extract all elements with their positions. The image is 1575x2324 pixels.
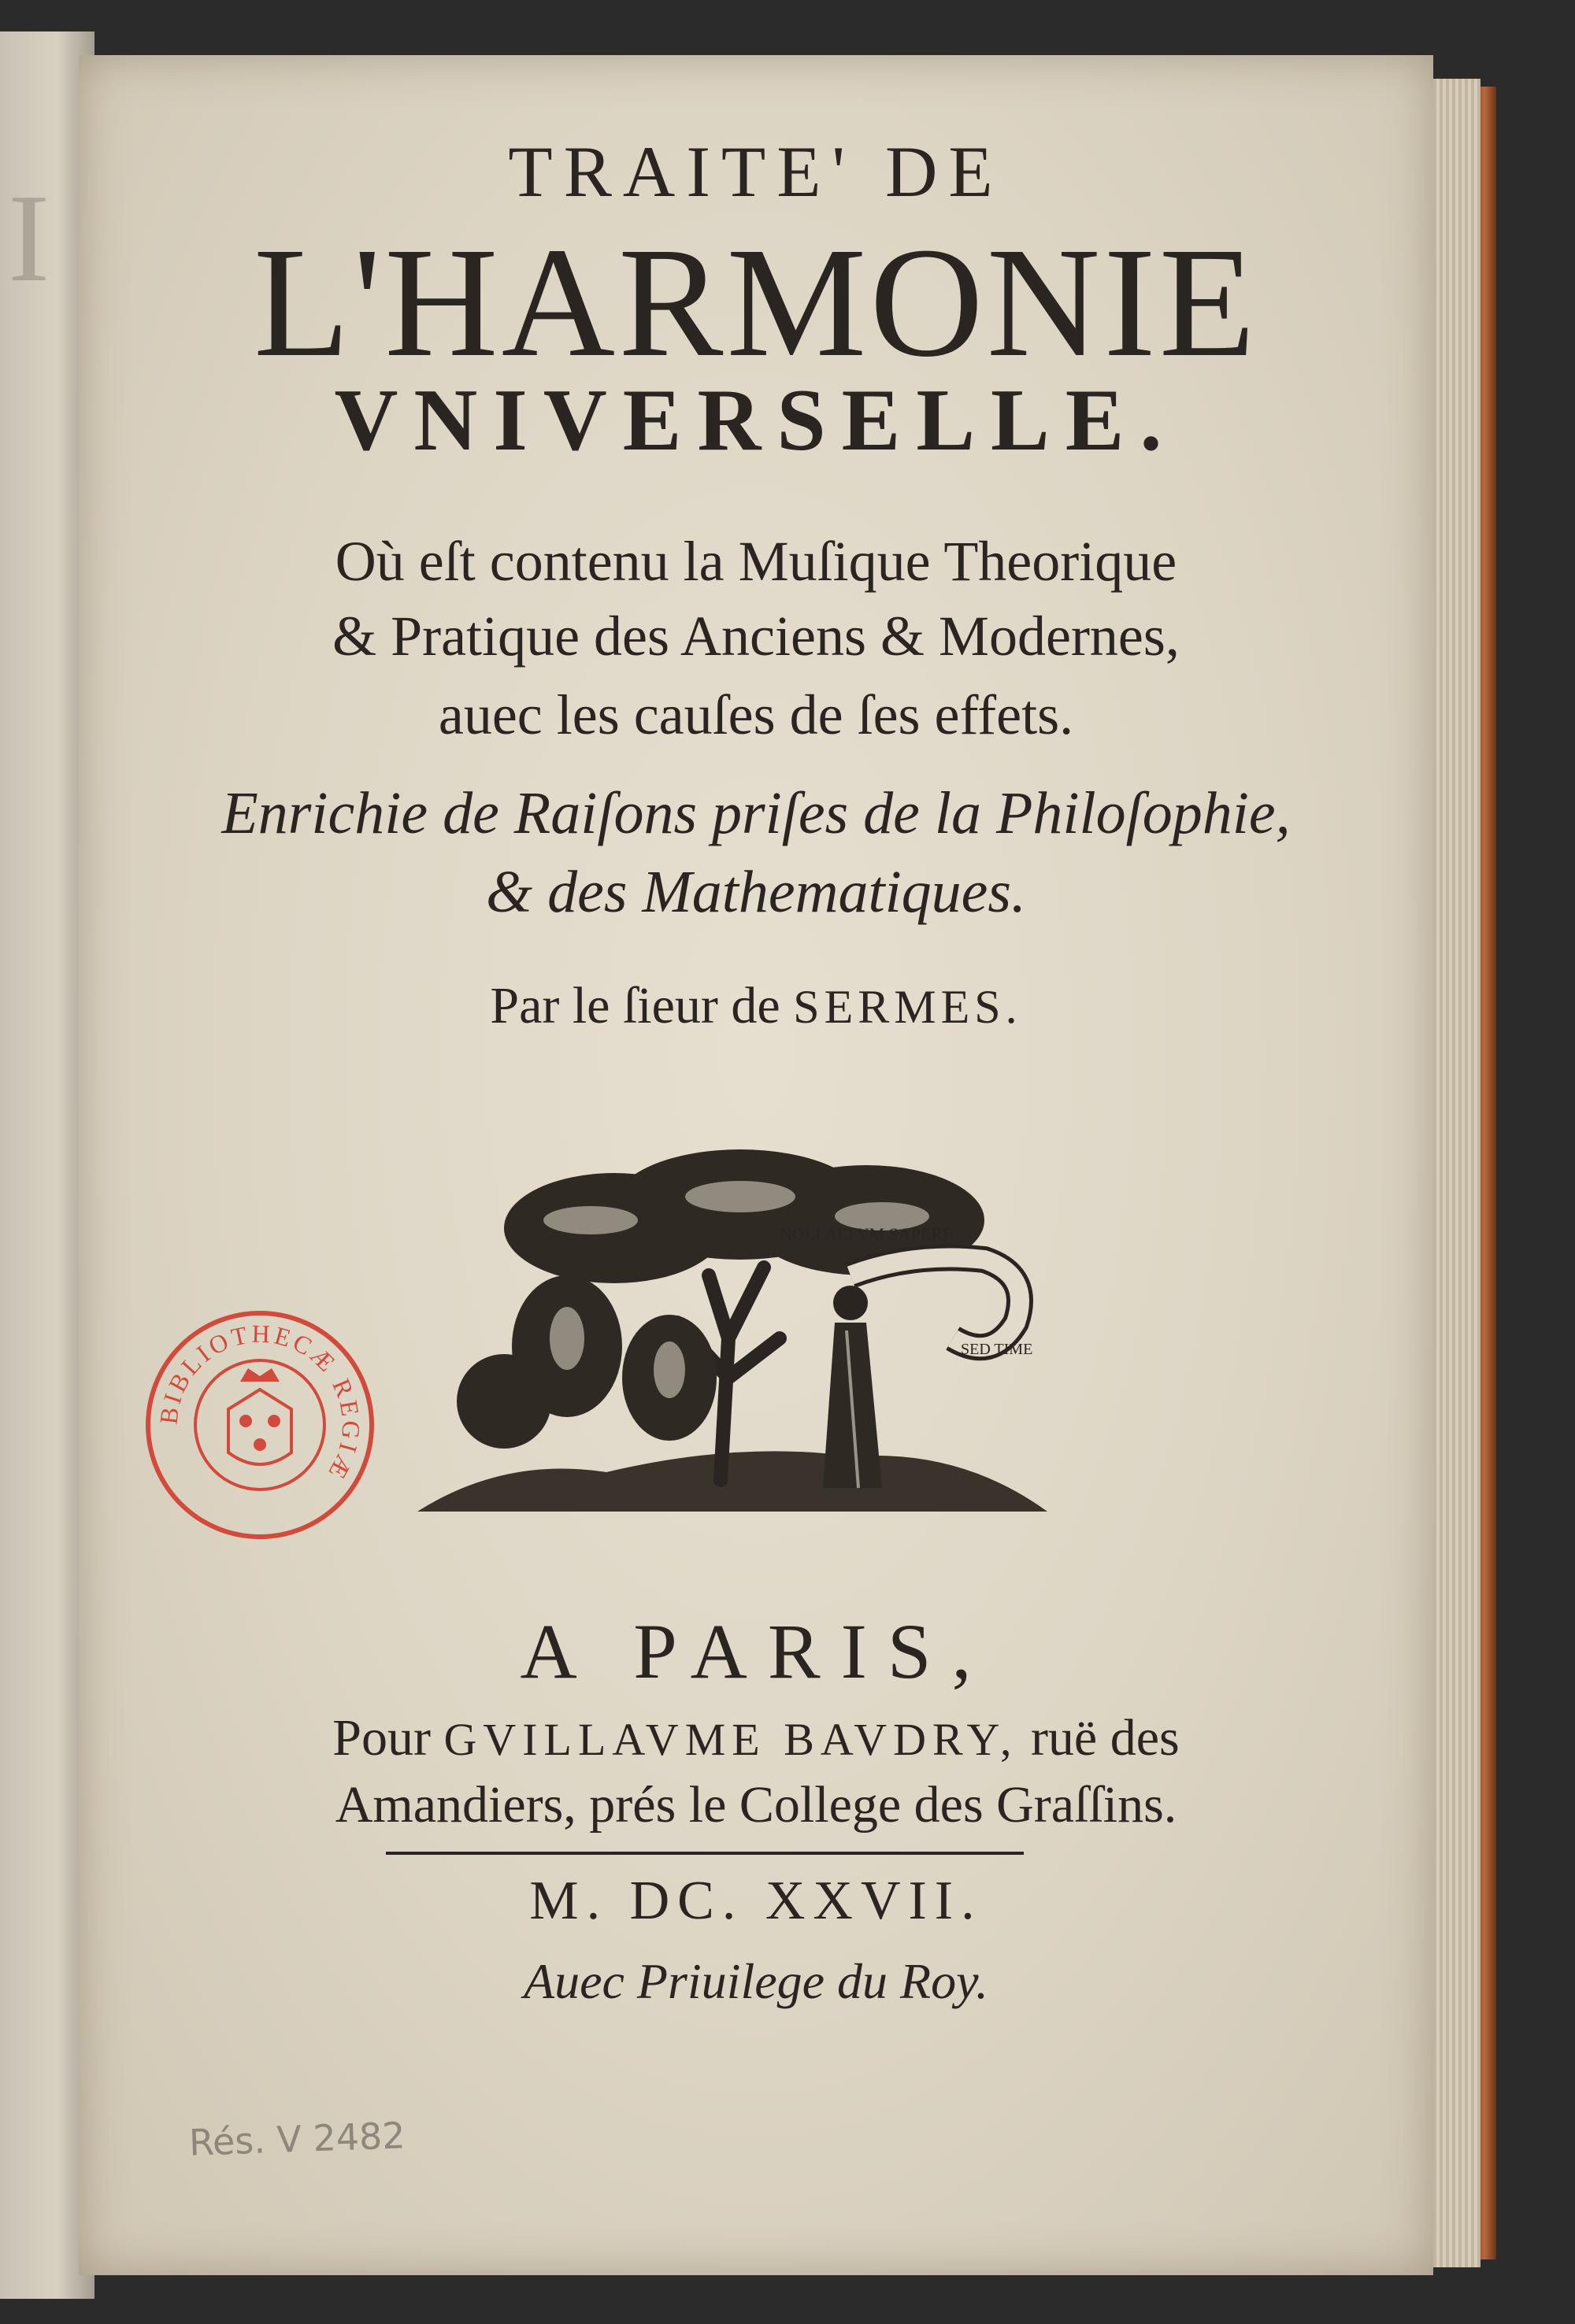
page-edges [1433, 79, 1480, 2267]
imprint-date: M. DC. XXVII. [529, 1871, 983, 1931]
facing-page-ghost-letter: I [8, 168, 50, 308]
subtitle-line-2: & Pratique des Anciens & Modernes, [332, 605, 1180, 668]
device-motto-top: NOLI ALTVM SAPERE [780, 1224, 954, 1244]
device-motto-scroll-text: SED TIME [961, 1341, 1033, 1358]
stamp-crown [240, 1368, 280, 1382]
italic-line-2: & des Mathematiques. [485, 859, 1026, 925]
imprint-rule [386, 1852, 1024, 1855]
stamp-ring-text: BIBLIOTHECÆ REGIÆ [154, 1319, 366, 1486]
author-prefix: Par le ſieur de [490, 977, 780, 1034]
library-stamp [142, 1307, 378, 1543]
title-line-1: TRAITE' DE [508, 131, 1004, 212]
imprint-privilege: Auec Priuilege du Roy. [523, 1953, 989, 2009]
printer-suffix: ruë des [1030, 1709, 1180, 1767]
stamp-crest [228, 1390, 291, 1464]
printer-name: GVILLAVME BAVDRY, [443, 1714, 1018, 1765]
imprint-printer [79, 1708, 1433, 1768]
printer-prefix: Pour [332, 1709, 431, 1767]
subtitle-line-1: Où eſt contenu la Muſique Theorique [335, 530, 1177, 593]
device-ground [417, 1451, 1047, 1512]
title-line-3: VNIVERSELLE. [334, 372, 1178, 469]
shelfmark: Rés. V 2482 [188, 2114, 406, 2164]
author-name: SERMES. [793, 981, 1022, 1033]
italic-line-1: Enrichie de Raiſons priſes de la Philoſophie, [221, 780, 1291, 846]
imprint-address: Amandiers, prés le College des Graſſins. [335, 1776, 1177, 1834]
title-line-2: L'HARMONIE [254, 216, 1258, 390]
device-standing-figure [823, 1286, 882, 1488]
stamp-fleur-de-lis [239, 1415, 280, 1451]
subtitle-line-3: auec les cauſes de ſes effets. [438, 683, 1074, 746]
printers-device-woodcut [410, 1142, 1055, 1535]
author-line [79, 976, 1433, 1036]
imprint-place: A PARIS, [520, 1608, 992, 1695]
